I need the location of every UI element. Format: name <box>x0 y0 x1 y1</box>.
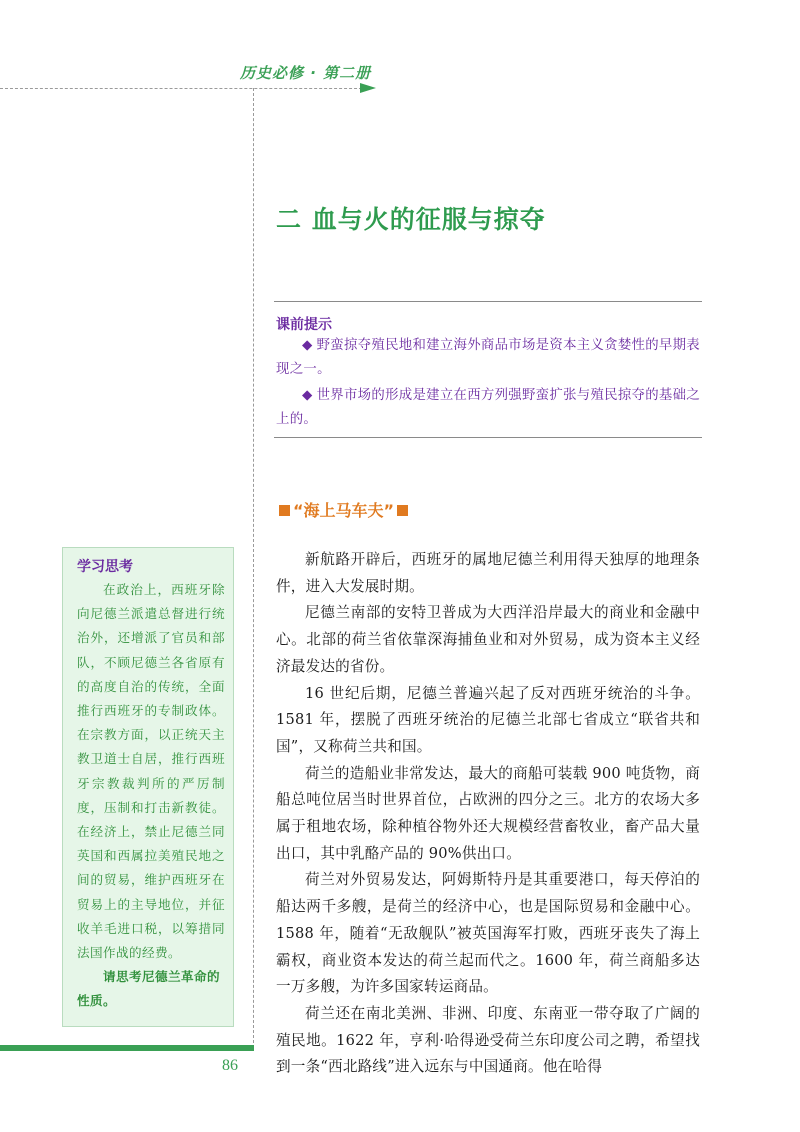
sidebar-title: 学习思考 <box>77 559 133 575</box>
study-sidebar <box>62 547 234 1027</box>
tips-top-rule <box>274 301 702 302</box>
section-title: “海上马车夫” <box>293 501 395 520</box>
tip-item <box>276 384 700 432</box>
body-paragraph: 尼德兰南部的安特卫普成为大西洋沿岸最大的商业和金融中心。北部的荷兰省依靠深海捕鱼业和对外贸易，成为资本主义经济最发达的省份。 <box>276 604 700 675</box>
tips-list <box>276 334 700 434</box>
body-paragraph: 荷兰对外贸易发达，阿姆斯特丹是其重要港口，每天停泊的船达两千多艘，是荷兰的经济中心，也是国际贸易和金融中心。1588 年，随着“无敌舰队”被英国海军打败，西班牙丧失了海上霸权，商业资本发达的荷兰起而代之。1600 年，荷兰商船多达一万多艘，为许多国家转运商品。 <box>276 871 700 996</box>
header-dashed-rule <box>0 88 372 89</box>
body-paragraph: 荷兰的造船业非常发达，最大的商船可装载 900 吨货物，商船总吨位居当时世界首位，占欧洲的四分之三。北方的农场大多属于租地农场，除种植谷物外还大规模经营畜牧业，畜产品大量出口，其中乳酪产品的 90%供出口。 <box>276 764 700 862</box>
tip-text: 世界市场的形成是建立在西方列强野蛮扩张与殖民掠夺的基础之上的。 <box>276 388 700 427</box>
tip-text: 野蛮掠夺殖民地和建立海外商品市场是资本主义贪婪性的早期表现之一。 <box>276 338 700 377</box>
square-marker-icon <box>279 505 290 516</box>
margin-dashed-rule <box>253 88 254 1048</box>
running-head: 历史必修 · 第二册 <box>240 64 372 82</box>
body-paragraph: 16 世纪后期，尼德兰普遍兴起了反对西班牙统治的斗争。1581 年，摆脱了西班牙统治的尼德兰北部七省成立“联省共和国”，又称荷兰共和国。 <box>276 684 700 755</box>
tips-bottom-rule <box>274 437 702 438</box>
body-text <box>276 547 700 1081</box>
body-paragraph: 新航路开辟后，西班牙的属地尼德兰利用得天独厚的地理条件，进入大发展时期。 <box>276 551 700 595</box>
chapter-title: 二 血与火的征服与掠夺 <box>276 205 546 234</box>
section-heading <box>276 498 411 521</box>
diamond-bullet-icon: ◆ <box>302 388 313 403</box>
diamond-bullet-icon: ◆ <box>302 338 313 353</box>
square-marker-icon <box>397 505 408 516</box>
page-number: 86 <box>222 1057 238 1074</box>
arrow-right-icon <box>360 83 376 93</box>
sidebar-question: 请思考尼德兰革命的性质。 <box>77 969 220 1009</box>
sidebar-body: 在政治上，西班牙除向尼德兰派遣总督进行统治外，还增派了官员和部队，不顾尼德兰各省原有的高度自治的传统，全面推行西班牙的专制政体。在宗教方面，以正统天主教卫道士自居，推行西班牙宗教裁判所的严厉制度，压制和打击新教徒。在经济上，禁止尼德兰同英国和西属拉美殖民地之间的贸易，维护西班牙在贸易上的主导地位，并征收羊毛进口税，以筹措同法国作战的经费。 <box>77 582 225 961</box>
footer-bar <box>0 1045 254 1051</box>
tip-item <box>276 334 700 382</box>
tips-heading: 课前提示 <box>276 317 332 333</box>
body-paragraph: 荷兰还在南北美洲、非洲、印度、东南亚一带夺取了广阔的殖民地。1622 年，亨利·哈得逊受荷兰东印度公司之聘，希望找到一条“西北路线”进入远东与中国通商。他在哈得 <box>276 1004 700 1076</box>
